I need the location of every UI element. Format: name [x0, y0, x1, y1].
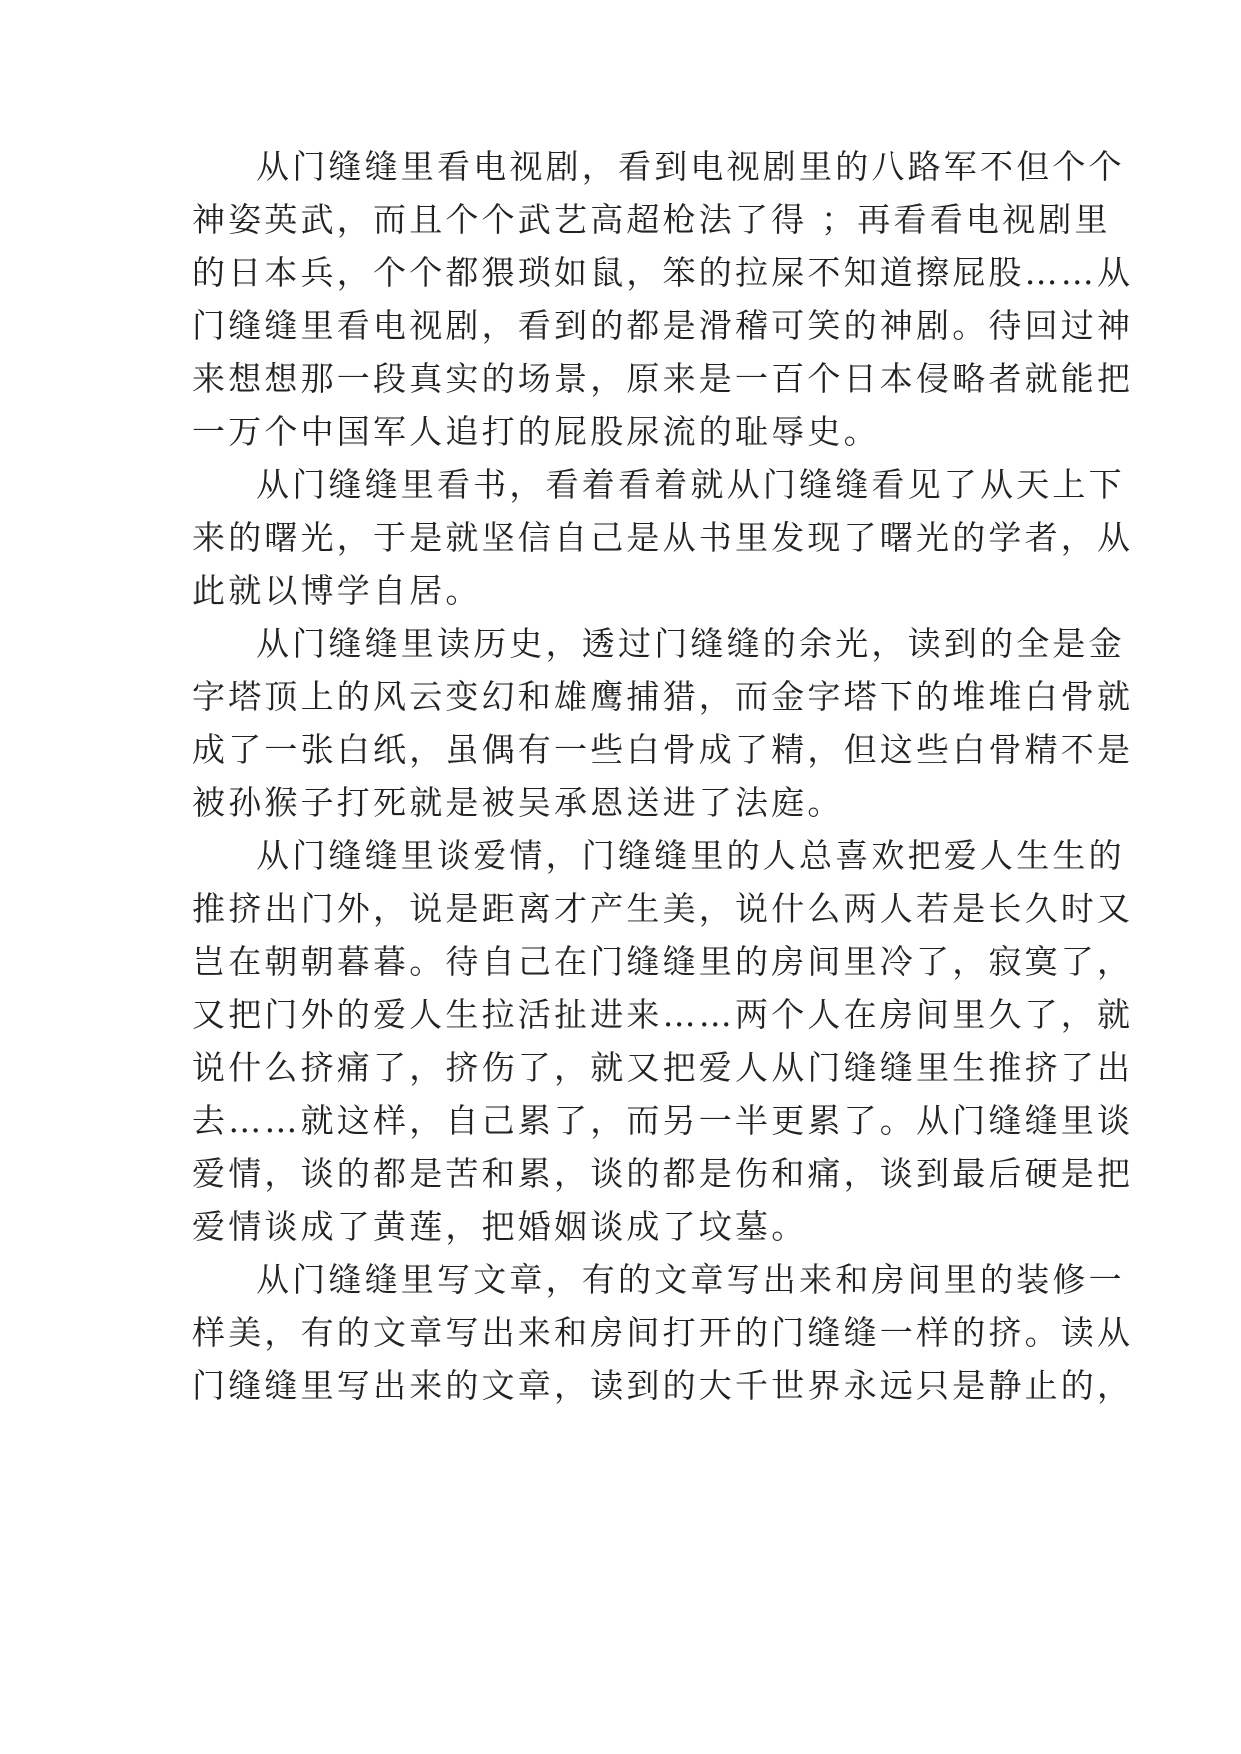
paragraph-4-line-6: 去……就这样，自己累了，而另一半更累了。从门缝缝里谈: [192, 1101, 1134, 1140]
paragraph-2-line-2: 来的曙光，于是就坚信自己是从书里发现了曙光的学者，从: [192, 518, 1134, 557]
paragraph-1-line-3: 的日本兵，个个都猥琐如鼠，笨的拉屎不知道擦屁股……从: [192, 253, 1134, 292]
paragraph-5-line-3: 门缝缝里写出来的文章，读到的大千世界永远只是静止的，: [192, 1366, 1134, 1405]
paragraph-1-line-5: 来想想那一段真实的场景，原来是一百个日本侵略者就能把: [192, 359, 1134, 398]
paragraph-1-line-2: 神姿英武，而且个个武艺高超枪法了得 ；再看看电视剧里: [192, 200, 1111, 239]
paragraph-5-line-1: 从门缝缝里写文章，有的文章写出来和房间里的装修一: [256, 1260, 1125, 1299]
paragraph-3-line-4: 被孙猴子打死就是被吴承恩送进了法庭。: [192, 783, 844, 822]
paragraph-1-line-6: 一万个中国军人追打的屁股尿流的耻辱史。: [192, 412, 880, 451]
paragraph-4-line-8: 爱情谈成了黄莲，把婚姻谈成了坟墓。: [192, 1207, 808, 1246]
paragraph-4-line-7: 爱情，谈的都是苦和累，谈的都是伤和痛，谈到最后硬是把: [192, 1154, 1134, 1193]
paragraph-4-line-2: 推挤出门外，说是距离才产生美，说什么两人若是长久时又: [192, 889, 1134, 928]
paragraph-4-line-3: 岂在朝朝暮暮。待自己在门缝缝里的房间里冷了，寂寞了，: [192, 942, 1134, 981]
paragraph-3-line-1: 从门缝缝里读历史，透过门缝缝的余光，读到的全是金: [256, 624, 1125, 663]
paragraph-2-line-3: 此就以博学自居。: [192, 571, 482, 610]
paragraph-3-line-2: 字塔顶上的风云变幻和雄鹰捕猎，而金字塔下的堆堆白骨就: [192, 677, 1134, 716]
paragraph-1-line-4: 门缝缝里看电视剧，看到的都是滑稽可笑的神剧。待回过神: [192, 306, 1134, 345]
paragraph-4-line-1: 从门缝缝里谈爱情，门缝缝里的人总喜欢把爱人生生的: [256, 836, 1125, 875]
paragraph-1-line-1: 从门缝缝里看电视剧，看到电视剧里的八路军不但个个: [256, 147, 1125, 186]
paragraph-4-line-4: 又把门外的爱人生拉活扯进来……两个人在房间里久了，就: [192, 995, 1134, 1034]
paragraph-2-line-1: 从门缝缝里看书，看着看着就从门缝缝看见了从天上下: [256, 465, 1125, 504]
paragraph-5-line-2: 样美，有的文章写出来和房间打开的门缝缝一样的挤。读从: [192, 1313, 1134, 1352]
paragraph-3-line-3: 成了一张白纸，虽偶有一些白骨成了精，但这些白骨精不是: [192, 730, 1134, 769]
paragraph-4-line-5: 说什么挤痛了，挤伤了，就又把爱人从门缝缝里生推挤了出: [192, 1048, 1134, 1087]
